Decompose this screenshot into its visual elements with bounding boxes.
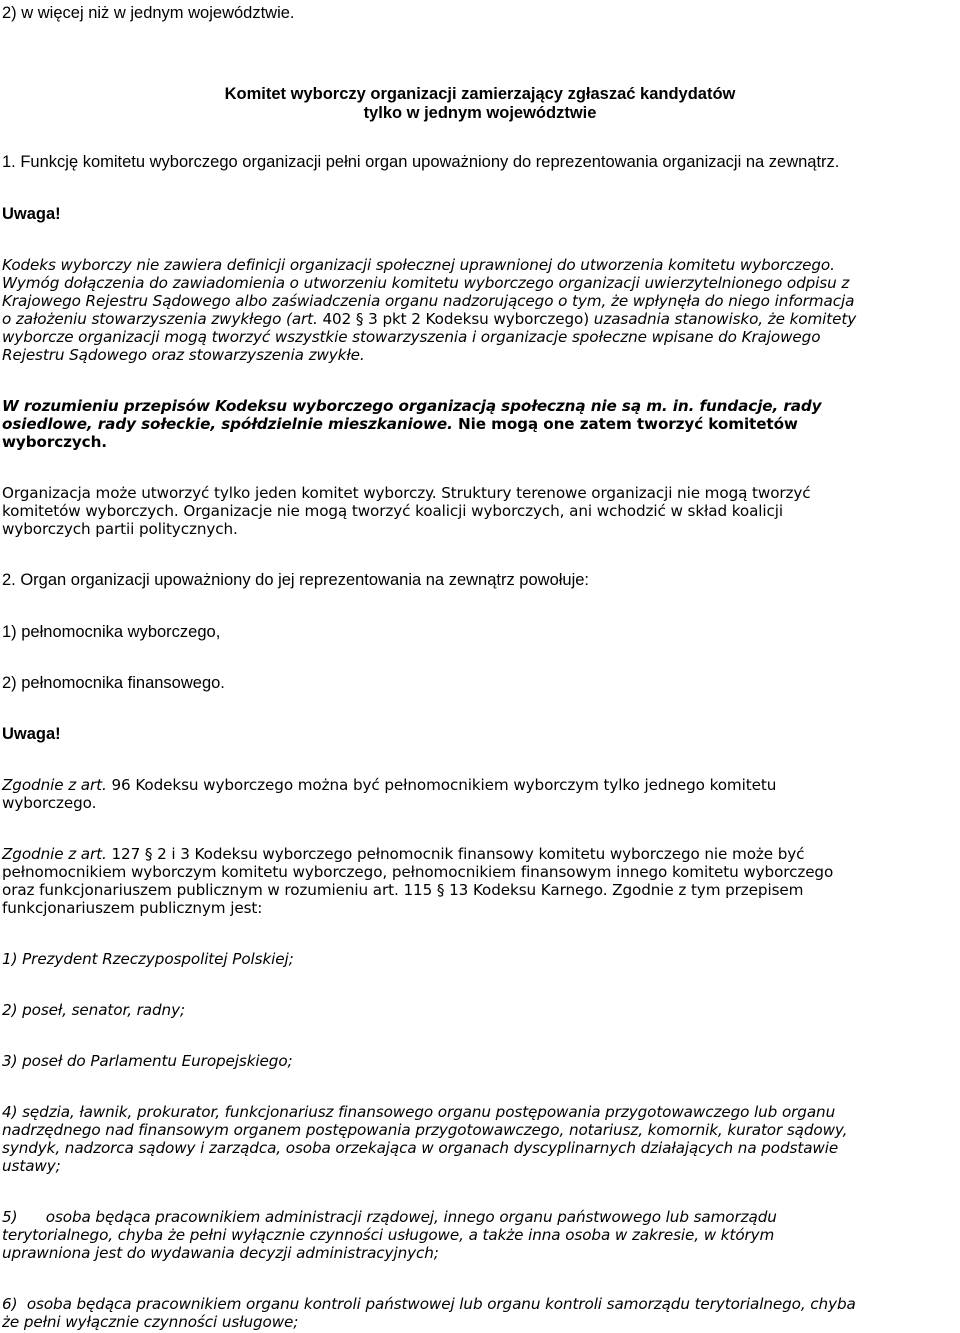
art-96-line-1-part-a: Zgodnie z art. (2, 776, 107, 794)
organization-paragraph-line-1: Organizacja może utworzyć tylko jeden komitet wyborczy. Struktury terenowe organizacji nie mogą tworzyć (2, 484, 811, 502)
bold-block-line-1: W rozumieniu przepisów Kodeksu wyborczego organizacją społeczną nie są m. in. fundacje, rady (2, 397, 822, 415)
note-1-line-1: Kodeks wyborczy nie zawiera definicji organizacji społecznej uprawnionej do utworzenia komitetu wyborczego. (2, 256, 835, 274)
top-line: 2) w więcej niż w jednym województwie. (2, 4, 295, 22)
art-127-line-3 (2, 881, 803, 899)
official-list-item-5-line-1: 5) osoba będąca pracownikiem administracji rządowej, innego organu państwowego lub samorządu (2, 1208, 777, 1226)
section-sign: § (355, 310, 364, 328)
note-1-line-6: Rejestru Sądowego oraz stowarzyszenia zwykłe. (2, 346, 365, 364)
note-1-line-4-part-b: 402 (317, 310, 356, 328)
organization-paragraph-line-2: komitetów wyborczych. Organizacje nie mogą tworzyć koalicji wyborczych, ani wchodzić w skład koalicji (2, 502, 784, 520)
note-1-line-4-part-e: uzasadnia stanowisko, że komitety (589, 310, 857, 328)
list-item-2: 2) pełnomocnika finansowego. (2, 674, 225, 692)
official-list-item-4-line-2: nadrzędnego nad finansowym organem postępowania przygotowawczego, notariusz, komornik, kurator sądowy, (2, 1121, 848, 1139)
section-heading-line-2: tylko w jednym województwie (363, 104, 597, 122)
note-1-line-4-part-a: o założeniu stowarzyszenia zwykłego (art. (2, 310, 318, 328)
warning-label-2: Uwaga! (2, 725, 61, 743)
note-1-line-4 (2, 310, 856, 328)
official-list-item-4-line-4: ustawy; (2, 1157, 61, 1175)
art-127-line-1-part-b: 127 (106, 845, 145, 863)
official-list-item-5-line-2: terytorialnego, chyba że pełni wyłącznie czynności usługowe, a także inna osoba w zakresie, w którym (2, 1226, 775, 1244)
art-127-line-1-part-d: 2 i 3 Kodeksu wyborczego pełnomocnik finansowy komitetu wyborczego nie może być (152, 845, 805, 863)
bold-block-line-3: wyborczych. (2, 433, 107, 451)
list-item-1: 1) pełnomocnika wyborczego, (2, 623, 221, 641)
official-list-item-4-line-3: syndyk, nadzorca sądowy i zarządca, osoba orzekająca w organach dyscyplinarnych działających na podstawie (2, 1139, 839, 1157)
art-96-line-1-part-b: 96 Kodeksu wyborczego można być pełnomocnikiem wyborczym tylko jednego komitetu (106, 776, 777, 794)
bold-block-line-2-part-b: Nie mogą one zatem tworzyć komitetów (452, 415, 798, 433)
art-96-line-1 (2, 776, 776, 794)
official-list-item-5-line-3: uprawniona jest do wydawania decyzji administracyjnych; (2, 1244, 439, 1262)
art-127-line-3-part-d: 13 Kodeksu Karnego. Zgodnie z tym przepisem (444, 881, 804, 899)
art-127-line-3-part-a: oraz funkcjonariuszem publicznym w rozumieniu art. (2, 881, 399, 899)
art-127-line-1 (2, 845, 804, 863)
bold-block-line-2-part-a: osiedlowe, rady sołeckie, spółdzielnie mieszkaniowe. (2, 415, 453, 433)
note-1-line-3: Krajowego Rejestru Sądowego albo zaświadczenia organu nadzorującego o tym, że wpłynęła do niego informacja (2, 292, 855, 310)
paragraph-1: 1. Funkcję komitetu wyborczego organizacji pełni organ upoważniony do reprezentowania organizacji na zewnątrz. (2, 153, 840, 171)
organization-paragraph-line-3: wyborczych partii politycznych. (2, 520, 238, 538)
section-sign: § (144, 845, 153, 863)
bold-block-line-2 (2, 415, 798, 433)
official-list-item-1: 1) Prezydent Rzeczypospolitej Polskiej; (2, 950, 294, 968)
section-sign: § (436, 881, 445, 899)
note-1-line-5: wyborcze organizacji mogą tworzyć wszystkie stowarzyszenia i organizacje społeczne wpisane do Krajowego (2, 328, 821, 346)
note-1-line-2: Wymóg dołączenia do zawiadomienia o utworzeniu komitetu wyborczego organizacji uwierzytelnionego odpisu z (2, 274, 850, 292)
official-list-item-6-line-1: 6) osoba będąca pracownikiem organu kontroli państwowej lub organu kontroli samorządu terytorialnego, chyba (2, 1295, 856, 1313)
art-96-line-2: wyborczego. (2, 794, 97, 812)
note-1-line-4-part-d: 3 pkt 2 Kodeksu wyborczego) (363, 310, 590, 328)
art-127-line-2: pełnomocnikiem wyborczym komitetu wyborczego, pełnomocnikiem finansowym innego komitetu wyborczego (2, 863, 834, 881)
official-list-item-3: 3) poseł do Parlamentu Europejskiego; (2, 1052, 293, 1070)
art-127-line-3-part-b: 115 (398, 881, 437, 899)
art-127-line-4: funkcjonariuszem publicznym jest: (2, 899, 263, 917)
art-127-line-1-part-a: Zgodnie z art. (2, 845, 107, 863)
official-list-item-2: 2) poseł, senator, radny; (2, 1001, 185, 1019)
section-heading-line-1: Komitet wyborczy organizacji zamierzający zgłaszać kandydatów (224, 85, 736, 103)
official-list-item-4-line-1: 4) sędzia, ławnik, prokurator, funkcjonariusz finansowego organu postępowania przygotowawczego lub organu (2, 1103, 836, 1121)
warning-label-1: Uwaga! (2, 205, 61, 223)
official-list-item-6-line-2: że pełni wyłącznie czynności usługowe; (2, 1313, 299, 1331)
paragraph-2: 2. Organ organizacji upoważniony do jej reprezentowania na zewnątrz powołuje: (2, 571, 590, 589)
